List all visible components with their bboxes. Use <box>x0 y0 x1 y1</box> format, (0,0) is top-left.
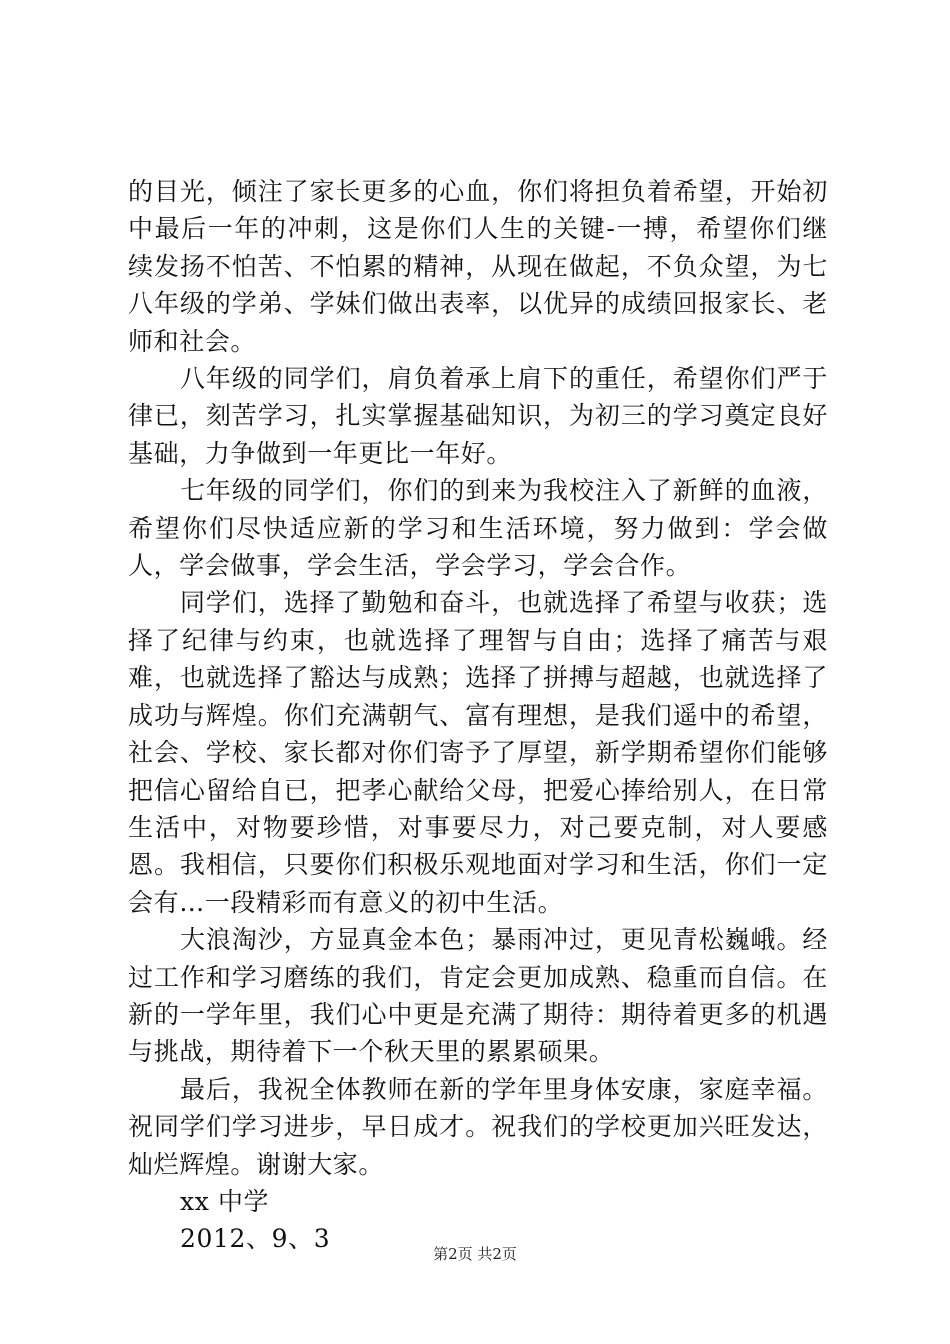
paragraph-final-wishes: 最后，我祝全体教师在新的学年里身体安康，家庭幸福。祝同学们学习进步，早日成才。祝我们的学校更加兴旺发达，灿烂辉煌。谢谢大家。 <box>128 1074 828 1179</box>
paragraph-grade-seven: 七年级的同学们，你们的到来为我校注入了新鲜的血液，希望你们尽快适应新的学习和生活环境，努力做到：学会做人，学会做事，学会生活，学会学习，学会合作。 <box>128 476 828 581</box>
paragraph-closing-reflection: 大浪淘沙，方显真金本色；暴雨冲过，更见青松巍峨。经过工作和学习磨练的我们，肯定会更加成熟、稳重而自信。在新的一学年里，我们心中更是充满了期待：期待着更多的机遇与挑战，期待着下一个秋天里的累累硕果。 <box>128 925 828 1067</box>
signature-school: xx 中学 <box>180 1186 270 1216</box>
signature-date: 2012、9、3 <box>180 1224 331 1254</box>
paragraph-grade-eight: 八年级的同学们，肩负着承上肩下的重任，希望你们严于律已，刻苦学习，扎实掌握基础知识，为初三的学习奠定良好基础，力争做到一年更比一年好。 <box>128 364 828 468</box>
paragraph-continuation: 的目光，倾注了家长更多的心血，你们将担负着希望，开始初中最后一年的冲刺，这是你们人生的关键-一搏，希望你们继续发扬不怕苦、不怕累的精神，从现在做起，不负众望，为七八年级的学弟、学妹们做出表率，以优异的成绩回报家长、老师和社会。 <box>128 177 828 356</box>
page-footer: 第2页 共2页 <box>433 1245 517 1263</box>
paragraph-students: 同学们，选择了勤勉和奋斗，也就选择了希望与收获；选择了纪律与约束，也就选择了理智与自由；选择了痛苦与艰难，也就选择了豁达与成熟；选择了拼搏与超越，也就选择了成功与辉煌。你们充满朝气、富有理想，是我们遥中的希望，社会、学校、家长都对你们寄予了厚望，新学期希望你们能够把信心留给自已，把孝心献给父母，把爱心捧给别人，在日常生活中，对物要珍惜，对事要尽力，对己要克制，对人要感恩。我相信，只要你们积极乐观地面对学习和生活，你们一定会有…一段精彩而有意义的初中生活。 <box>128 588 828 917</box>
document-body <box>128 173 828 1258</box>
